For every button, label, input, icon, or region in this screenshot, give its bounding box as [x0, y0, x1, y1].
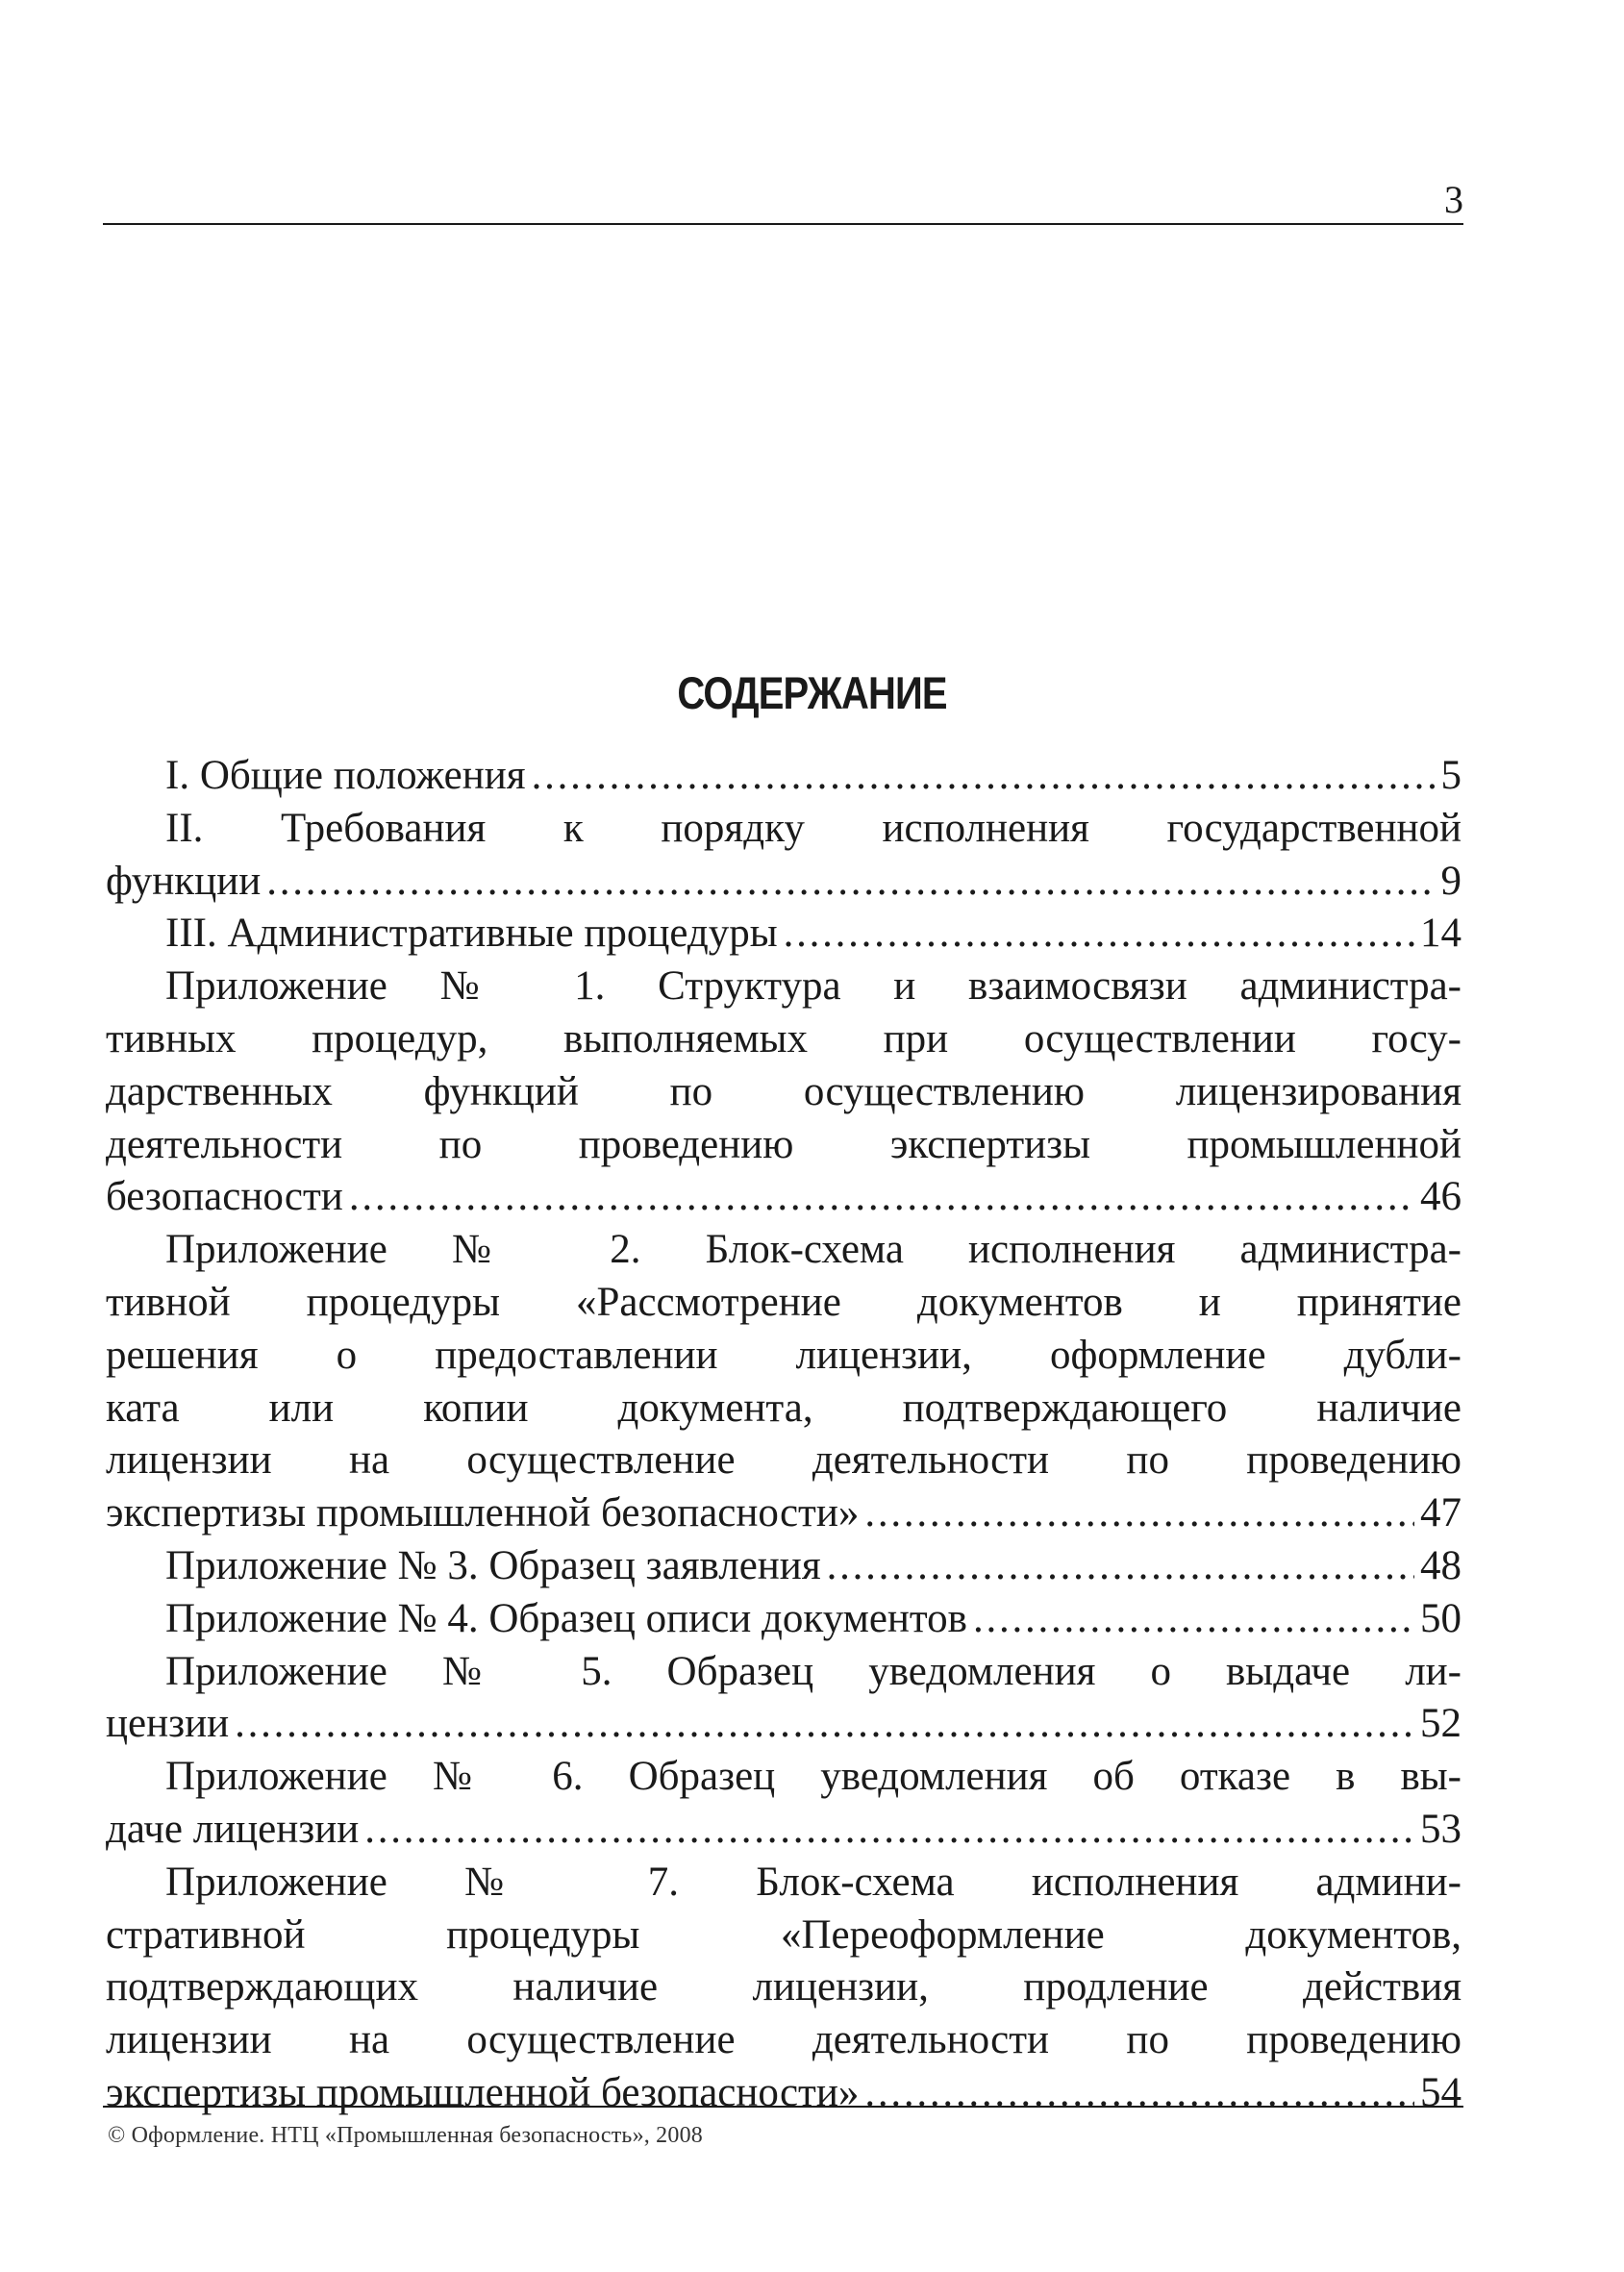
toc-line — [106, 1383, 1462, 1436]
toc-entry[interactable] — [106, 1224, 1462, 1540]
toc-line — [106, 1593, 1462, 1646]
toc-line — [106, 2067, 1462, 2120]
toc-leader-dots — [827, 1540, 1414, 1593]
toc-entry[interactable] — [106, 1540, 1462, 1593]
toc-entry[interactable] — [106, 961, 1462, 1224]
toc-line-text: деятельности по проведению экспертизы промышленной — [106, 1121, 1462, 1167]
toc-line — [106, 1119, 1462, 1172]
toc-leader-dots — [349, 1171, 1414, 1224]
toc-leader-dots — [973, 1593, 1414, 1646]
toc-line-text: тивной процедуры «Рассмотрение документов и принятие — [106, 1279, 1462, 1325]
toc-page-number: 14 — [1420, 911, 1462, 957]
copyright-footer: © Оформление. НТЦ «Промышленная безопасность», 2008 — [108, 2123, 703, 2148]
toc-entry[interactable] — [106, 1857, 1462, 2120]
toc-line — [106, 1910, 1462, 1962]
toc-line-text: II. Требования к порядку исполнения государственной — [165, 805, 1462, 851]
toc-leader-dots — [235, 1698, 1414, 1751]
toc-line — [106, 856, 1462, 909]
toc-line-text: лицензии на осуществление деятельности по проведению — [106, 2017, 1462, 2063]
toc-line-text: Приложение № 7. Блок-схема исполнения админи- — [165, 1859, 1462, 1905]
toc-line-text: Приложение № 2. Блок-схема исполнения администра- — [165, 1227, 1462, 1273]
toc-line-text: дарственных функций по осуществлению лицензирования — [106, 1068, 1462, 1114]
toc-entry[interactable] — [106, 1646, 1462, 1752]
toc-page-number: 48 — [1420, 1542, 1462, 1588]
toc-line-text: ката или копии документа, подтверждающего наличие — [106, 1385, 1462, 1431]
toc-line-text: тивных процедур, выполняемых при осуществлении госу- — [106, 1015, 1462, 1061]
toc-page-number: 53 — [1420, 1806, 1462, 1852]
toc-line-text: III. Административные процедуры — [165, 911, 778, 957]
toc-line-text: решения о предоставлении лицензии, оформление дубли- — [106, 1332, 1462, 1378]
toc-entry[interactable] — [106, 1751, 1462, 1857]
toc-line — [106, 908, 1462, 961]
toc-line-text: Приложение № 6. Образец уведомления об отказе в вы- — [165, 1754, 1462, 1800]
toc-line — [106, 803, 1462, 856]
toc-leader-dots — [532, 750, 1436, 803]
toc-line — [106, 1804, 1462, 1857]
toc-line-text: функции — [106, 858, 262, 904]
toc-line — [106, 1224, 1462, 1277]
toc-line — [106, 1698, 1462, 1751]
toc-line — [106, 750, 1462, 803]
toc-line — [106, 1751, 1462, 1804]
toc-line — [106, 1066, 1462, 1119]
toc-line — [106, 1961, 1462, 2014]
footer-rule — [103, 2106, 1463, 2108]
toc-entry[interactable] — [106, 803, 1462, 909]
toc-line-text: цензии — [106, 1701, 230, 1747]
toc-entry[interactable] — [106, 750, 1462, 803]
toc-line-text: экспертизы промышленной безопасности» — [106, 2069, 860, 2115]
toc-line-text: I. Общие положения — [165, 753, 526, 798]
toc-leader-dots — [864, 1487, 1414, 1540]
toc-line — [106, 961, 1462, 1013]
toc-line — [106, 1646, 1462, 1699]
toc-line-text: даче лицензии — [106, 1806, 360, 1852]
toc-entry[interactable] — [106, 908, 1462, 961]
table-of-contents — [106, 750, 1462, 2120]
toc-entry[interactable] — [106, 1593, 1462, 1646]
toc-line-text: Приложение № 1. Структура и взаимосвязи администра- — [165, 963, 1462, 1010]
toc-line — [106, 1171, 1462, 1224]
toc-line-text: Приложение № 4. Образец описи документов — [165, 1595, 967, 1641]
toc-page-number: 47 — [1420, 1490, 1462, 1536]
toc-line — [106, 1435, 1462, 1487]
toc-line — [106, 1330, 1462, 1383]
toc-line — [106, 1540, 1462, 1593]
toc-leader-dots — [784, 908, 1414, 961]
toc-page-number: 9 — [1440, 858, 1462, 904]
page-title: СОДЕРЖАНИЕ — [677, 667, 947, 719]
toc-page-number: 50 — [1420, 1595, 1462, 1641]
toc-line-text: Приложение № 5. Образец уведомления о выдаче ли- — [165, 1648, 1462, 1694]
header-rule — [103, 223, 1463, 225]
toc-line — [106, 1277, 1462, 1330]
toc-line-text: безопасности — [106, 1174, 343, 1220]
toc-line — [106, 2014, 1462, 2067]
page-number: 3 — [1444, 178, 1463, 221]
toc-leader-dots — [266, 856, 1435, 909]
toc-line — [106, 1487, 1462, 1540]
toc-page-number: 46 — [1420, 1174, 1462, 1220]
toc-line-text: стративной процедуры «Переоформление документов, — [106, 1911, 1462, 1958]
toc-page-number: 52 — [1420, 1701, 1462, 1747]
toc-page-number: 5 — [1440, 753, 1462, 798]
toc-page-number: 54 — [1420, 2069, 1462, 2115]
toc-line — [106, 1857, 1462, 1910]
toc-line-text: лицензии на осуществление деятельности по проведению — [106, 1437, 1462, 1484]
toc-leader-dots — [364, 1804, 1414, 1857]
toc-leader-dots — [864, 2067, 1414, 2120]
toc-line-text: экспертизы промышленной безопасности» — [106, 1490, 860, 1536]
toc-line — [106, 1013, 1462, 1066]
toc-line-text: Приложение № 3. Образец заявления — [165, 1542, 821, 1588]
toc-line-text: подтверждающих наличие лицензии, продление действия — [106, 1964, 1462, 2010]
